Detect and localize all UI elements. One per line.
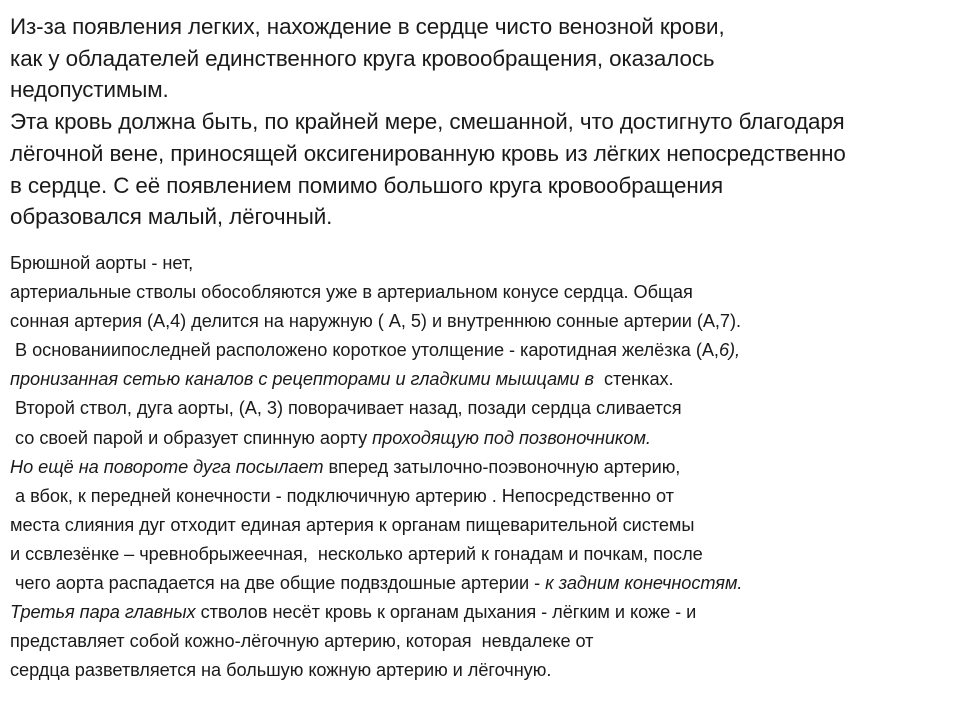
intro-line [10,201,955,233]
text-run: в сердце. С её появлением помимо большого круга кровообращения [10,172,724,198]
intro-line [10,138,955,170]
arteries-line [10,278,955,307]
arteries-line [10,540,955,569]
intro-line [10,106,955,138]
text-run: Второй ствол, дуга аорты, (А, 3) поворачивает назад, позади сердца сливается [10,398,682,419]
italic-text-run: к задним конечностям. [545,573,743,594]
italic-text-run: проходящую под позвоночником. [372,427,651,448]
italic-text-run: 6), [718,340,741,361]
text-run: сердца разветвляется на большую кожную артерию и лёгочную. [10,660,552,681]
text-run: а вбок, к передней конечности - подключичную артерию . Непосредственно от [10,485,674,506]
arteries-line [10,336,955,365]
arteries-line [10,511,955,540]
text-run: чего аорта распадается на две общие подвздошные артерии - [10,573,546,594]
intro-line [10,170,955,202]
text-run: недопустимым. [10,77,169,103]
intro-line [10,43,955,75]
arteries-line [10,569,955,598]
text-run: Эта кровь должна быть, по крайней мере, смешанной, что достигнуто благодаря [10,109,845,135]
text-run: представляет собой кожно-лёгочную артерию, которая невдалеке от [10,631,594,652]
arteries-line [10,627,955,656]
text-run: В основаниипоследней расположено короткое утолщение - каротидная желёзка (А, [10,340,719,361]
text-run: как у обладателей единственного круга кровообращения, оказалось [10,45,715,71]
arteries-line [10,598,955,627]
intro-line [10,74,955,106]
text-run: Из-за появления легких, нахождение в сердце чисто венозной крови, [10,14,725,39]
italic-text-run: пронизанная сетью каналов с рецепторами и гладкими мышцами в [10,369,594,390]
intro-paragraph [10,11,955,233]
text-run: вперед затылочно-поэвоночную артерию, [323,456,681,477]
arteries-line [10,424,955,453]
text-run: образовался малый, лёгочный. [10,204,333,230]
arteries-line [10,307,955,336]
text-run: сонная артерия (А,4) делится на наружную ( А, 5) и внутреннюю сонные артерии (А,7). [10,311,742,332]
text-run: и ссвлезёнке – чревнобрыжеечная, несколько артерий к гонадам и почкам, после [10,543,703,564]
italic-text-run: Но ещё на повороте дуга посылает [10,456,324,477]
italic-text-run: Третья пара главных [10,602,196,623]
text-run: стволов несёт кровь к органам дыхания - лёгким и коже - и [195,602,697,623]
text-run: со своей парой и образует спинную аорту [10,427,373,448]
text-run: лёгочной вене, приносящей оксигенированную кровь из лёгких непосредственно [10,140,846,166]
text-run: места слияния дуг отходит единая артерия к органам пищеварительной системы [10,514,695,535]
arteries-line [10,482,955,511]
arteries-line [10,453,955,482]
text-run: артериальные стволы обособляются уже в артериальном конусе сердца. Общая [10,282,693,303]
arteries-line [10,249,955,278]
arteries-paragraph [10,249,955,685]
text-run: стенках. [593,369,674,390]
text-run: Брюшной аорты - нет, [10,253,194,273]
arteries-line [10,656,955,685]
arteries-line [10,365,955,394]
arteries-line [10,394,955,423]
intro-line [10,11,955,43]
